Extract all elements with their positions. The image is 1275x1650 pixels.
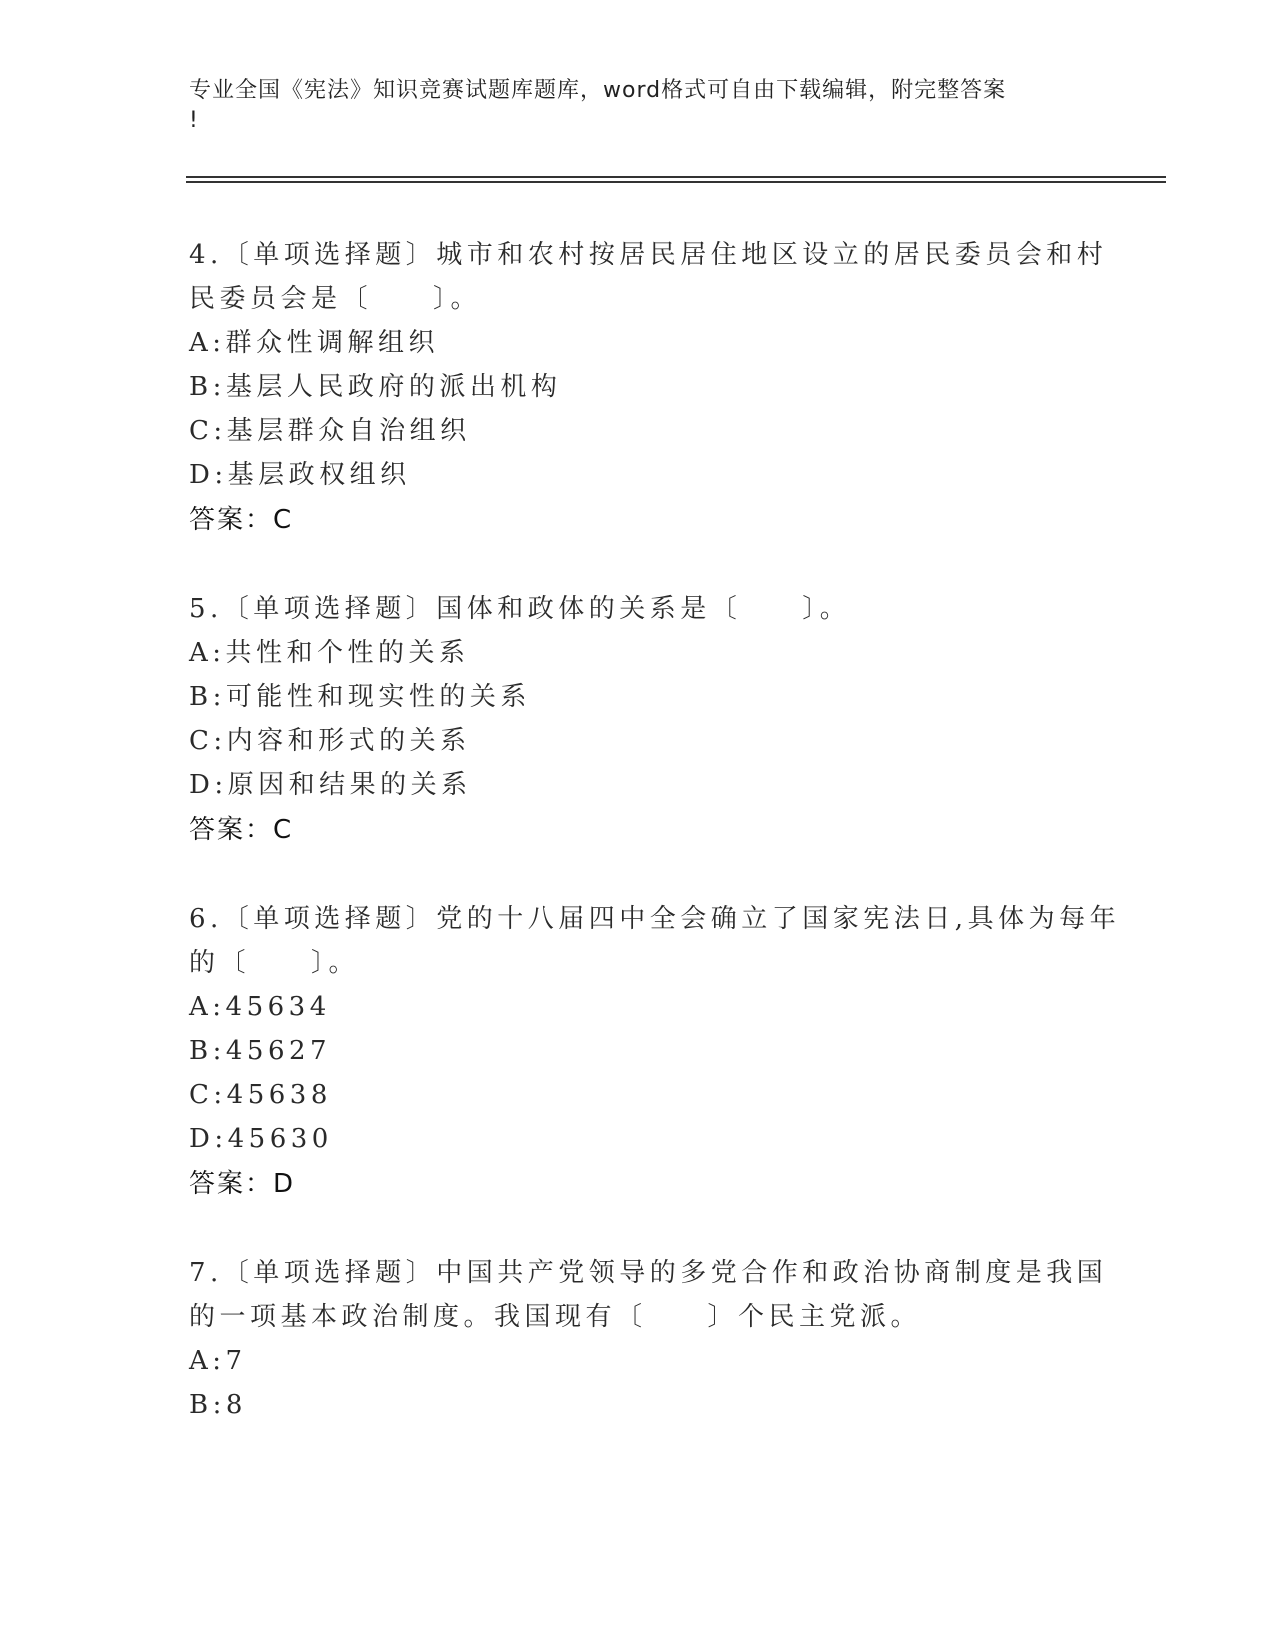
question-6-option-a: A:45634: [189, 992, 331, 1022]
question-6-option-d: D:45630: [189, 1124, 333, 1154]
document-header-line-2: !: [189, 108, 199, 133]
question-7-option-b: B:8: [189, 1390, 247, 1420]
question-4-option-c: C:基层群众自治组织: [189, 416, 471, 446]
question-5-option-b: B:可能性和现实性的关系: [189, 682, 531, 712]
question-4-stem-line-2: 民委员会是〔 〕。: [189, 284, 482, 314]
question-4-option-d: D:基层政权组织: [189, 460, 411, 490]
question-7-stem-line-2: 的一项基本政治制度。我国现有〔 〕个民主党派。: [189, 1302, 922, 1332]
question-6-option-c: C:45638: [189, 1080, 332, 1110]
document-header-line-1: 专业全国《宪法》知识竞赛试题库题库，word格式可自由下载编辑，附完整答案: [189, 78, 1007, 103]
question-4-stem-line-1: 4.〔单项选择题〕城市和农村按居民居住地区设立的居民委员会和村: [189, 240, 1108, 270]
question-5-option-a: A:共性和个性的关系: [189, 638, 470, 668]
header-divider-top: [186, 176, 1166, 178]
question-6-answer: 答案：D: [189, 1169, 296, 1199]
question-5-stem-line-1: 5.〔单项选择题〕国体和政体的关系是〔 〕。: [189, 594, 851, 624]
question-5-option-c: C:内容和形式的关系: [189, 726, 471, 756]
question-7-option-a: A:7: [189, 1346, 247, 1376]
question-5-option-d: D:原因和结果的关系: [189, 770, 472, 800]
question-5-answer: 答案：C: [189, 815, 294, 845]
question-6-stem-line-1: 6.〔单项选择题〕党的十八届四中全会确立了国家宪法日,具体为每年: [189, 904, 1121, 934]
question-7-stem-line-1: 7.〔单项选择题〕中国共产党领导的多党合作和政治协商制度是我国: [189, 1258, 1108, 1288]
question-4-option-a: A:群众性调解组织: [189, 328, 440, 358]
question-6-stem-line-2: 的〔 〕。: [189, 948, 360, 978]
question-6-option-b: B:45627: [189, 1036, 332, 1066]
question-4-answer: 答案：C: [189, 505, 294, 535]
question-4-option-b: B:基层人民政府的派出机构: [189, 372, 562, 402]
header-divider-bottom: [186, 181, 1166, 183]
